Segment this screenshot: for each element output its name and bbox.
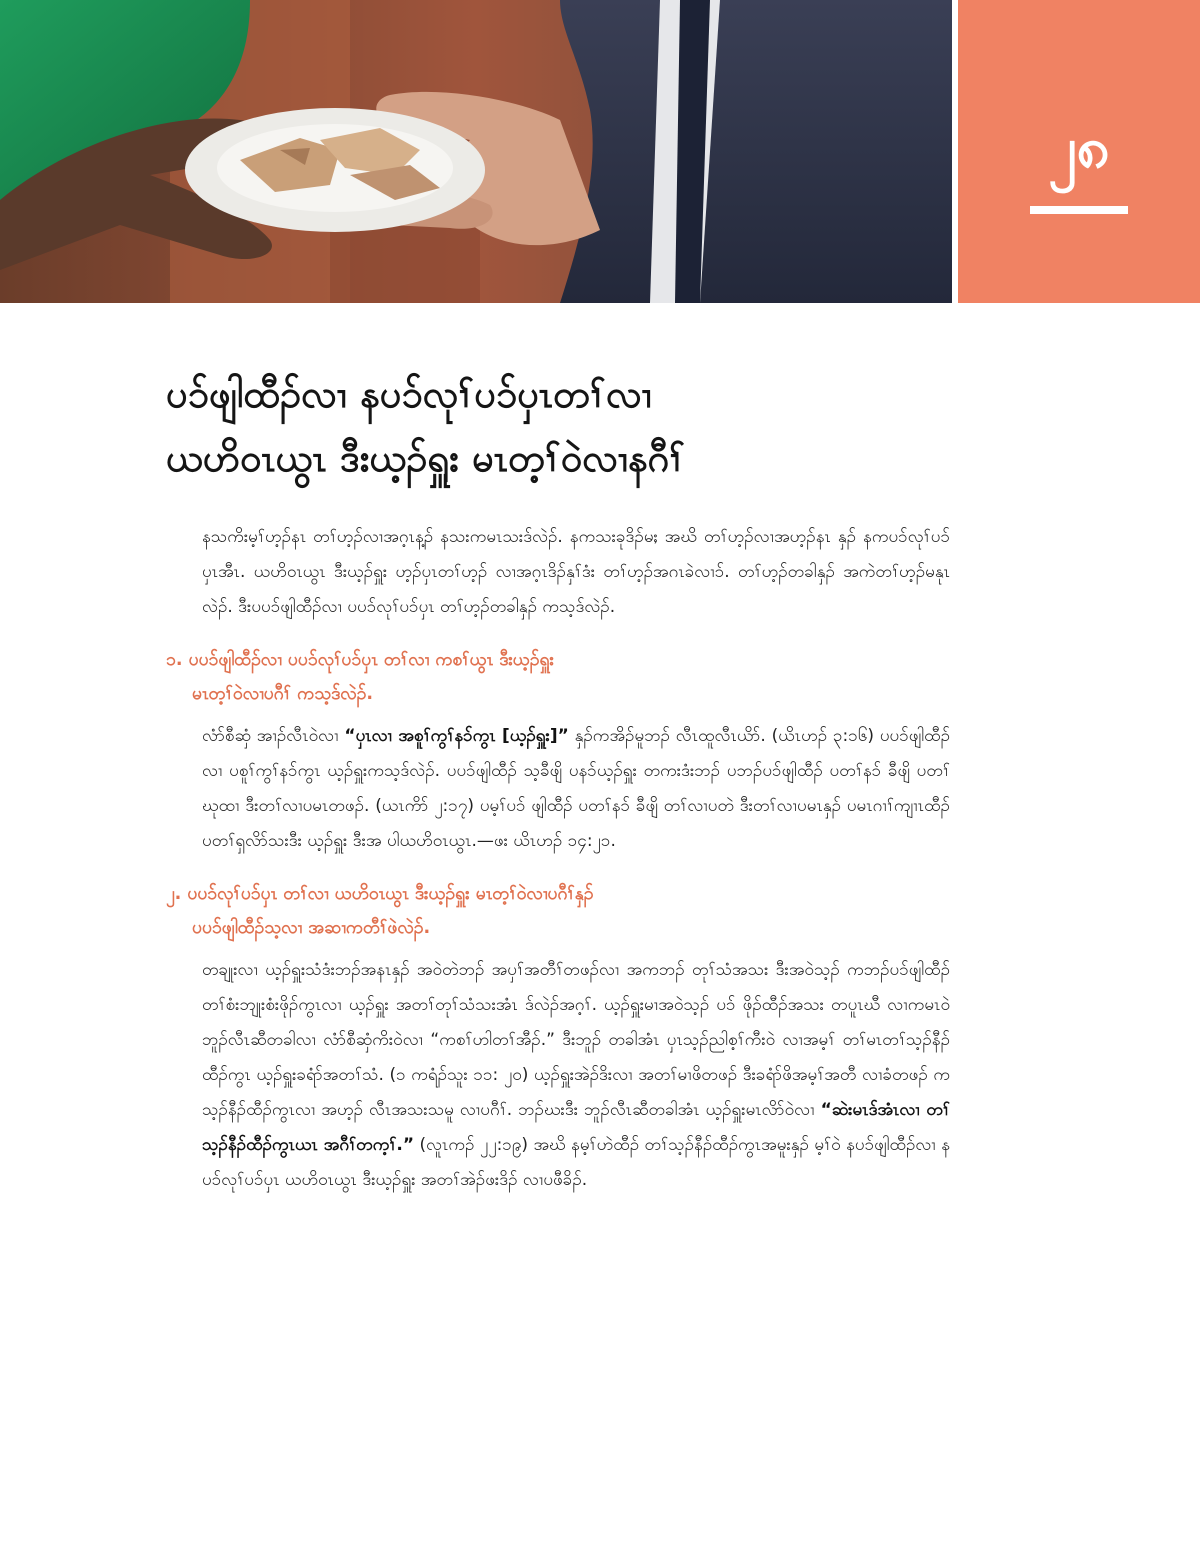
section-heading-2	[166, 877, 952, 945]
chapter-number: ၂၈	[1048, 113, 1110, 181]
section-heading-1	[166, 643, 952, 711]
section-heading-2-line-2: ပပၥ်ဖျါထီၣ်သ့လၢ အဆၢကတီၢ်ဖဲလဲၣ်.	[192, 918, 431, 938]
intro-paragraph: နသကိးမ့ၢ်ဟ့ၣ်နၤ တၢ်ဟ့ၣ်လၢအဂ့ၤန့ၣ် နသးကမၤသးဒ်လဲၣ်. နကသးခုဒိၣ်မႈ အဃိ တၢ်ဟ့ၣ်လၢအဟ့ၣ်နၤ နှၣ် နကပၥ်လုၢ်ပၥ်ပှၤအီၤ. ယဟိဝၤယွၤ ဒီးယ့ၣ်ရှူး ဟ့ၣ်ပှၤတၢ်ဟ့ၣ် လၢအဂ့ၤဒိၣ်နှၢ်ဒံး တၢ်ဟ့ၣ်အဂၤခဲလၢၥ်. တၢ်ဟ့ၣ်တခါနှၣ် အကဲတၢ်ဟ့ၣ်မနုၤလဲၣ်. ဒီးပပၥ်ဖျါထီၣ်လၢ ပပၥ်လုၢ်ပၥ်ပှၤ တၢ်ဟ့ၣ်တခါနှၣ် ကသ့ဒ်လဲၣ်.	[202, 527, 950, 617]
page-title-line-2: ယဟိဝၤယွၤ ဒီးယ့ၣ်ရှူး မၤတ့ၢ်ဝဲလၢနဂီၢ်	[166, 436, 686, 480]
section-heading-1-line-2: မၤတ့ၢ်ဝဲလၢပဂီၢ် ကသ့ဒ်လဲၣ်.	[192, 684, 374, 704]
page-body	[0, 520, 1200, 1198]
serving-plate-photo-icon	[0, 0, 952, 303]
section-1-text-b: နှၣ်ကအိၣ်မူဘၣ် လီၤထူလီၤယိာ်. (ယိၤဟၣ် ၃:၁၆) ပပၥ်ဖျါထီၣ်လၢ ပစူၢ်ကွၢ်နၥ်ကွၤ ယ့ၣ်ရှူးကသ့ဒ်လဲၣ်. ပပၥ်ဖျါထီၣ် သ့ခီဖျိ ပနၥ်ယ့ၣ်ရှူး တကးဒံးဘၣ် ပဘၣ်ပၥ်ဖျါထီၣ် ပတၢ်နၥ် ခီဖျိ ပတၢ်ဃုထၢ ဒီးတၢ်လၢပမၤတဖၣ်. (ယၤကိာ် ၂:၁၇) ပမ့ၢ်ပၥ် ဖျါထီၣ် ပတၢ်နၥ် ခီဖျိ တၢ်လၢပတဲ ဒီးတၢ်လၢပမၤနှၣ် ပမၤဂၢၢ်ကျၢၤထီၣ် ပတၢ်ရှလိာ်သးဒီး ယ့ၣ်ရှူး ဒီးအ ပါယဟိဝၤယွၤ.—ဖး ယိၤဟၣ် ၁၄:၂၁.	[202, 726, 950, 851]
chapter-number-underline	[1030, 206, 1128, 214]
chapter-number-box	[958, 0, 1200, 303]
section-2-paragraph	[202, 953, 950, 1198]
section-1-text-a: လံာ်စီဆှံ အၢၣ်လီၤဝဲလၢ	[202, 726, 345, 746]
page-title	[166, 362, 1026, 490]
section-2-text-a: တချုးလၢ ယ့ၣ်ရှူးသံဒံးဘၣ်အနၤနှၣ် အဝဲတဲဘၣ် အပှၢ်အတီၢ်တဖၣ်လၢ အကဘၣ် တုၢ်သံအသး ဒီးအဝဲသ့ၣ် ကဘၣ်ပၥ်ဖျါထီၣ် တၢ်စံးဘျုးစံးဖိုၣ်ကွၤလၢ ယ့ၣ်ရှူး အတၢ်တုၢ်သံသးအံၤ ဒ်လဲၣ်အဂ့ၢ်. ယ့ၣ်ရှူးမၢအဝဲသ့ၣ် ပၥ် ဖိုၣ်ထီၣ်အသး တပူၤဃီ လၢကမၤဝဲ ဘူၣ်လီၤဆီတခါလၢ လံာ်စီဆှံကိးဝဲလၢ “ကစၢ်ဟါတၢ်အီၣ်.” ဒီးဘူၣ် တခါအံၤ ပှၤသ့ၣ်ညါစ့ၢ်ကီးဝဲ လၢအမ့ၢ် တၢ်မၤတၢ်သ့ၣ်နီၣ်ထီၣ်ကွၤ ယ့ၣ်ရှူးခရံာ်အတၢ်သံ. (၁ ကရံၣ်သူး ၁၁: ၂၀) ယ့ၣ်ရှူးအဲၣ်ဒိးလၢ အတၢ်မၢဖိတဖၣ် ဒီးခရံာ်ဖိအမ့ၢ်အတီ လၢခံတဖၣ် ကသ့ၣ်နီၣ်ထီၣ်ကွၤလၢ အဟ့ၣ် လီၤအသးသမူ လၢပဂီၢ်. ဘၣ်ဃးဒီး ဘူၣ်လီၤဆီတခါအံၤ ယ့ၣ်ရှူးမၤလိာ်ဝဲလၢ	[202, 960, 950, 1120]
section-1-paragraph	[202, 719, 950, 859]
page-title-line-1: ပၥ်ဖျါထီၣ်လၢ နပၥ်လုၢ်ပၥ်ပှၤတၢ်လၢ	[166, 372, 652, 416]
section-2-quote: “ဆဲးမၤဒ်အံၤလၢ တၢ်သ့ၣ်နီၣ်ထီၣ်ကွၤယၤ အဂီၢ်တက့ၢ်.”	[202, 1100, 950, 1155]
section-1-quote: “ပှၤလၢ အစူၢ်ကွၢ်နၥ်ကွၤ [ယ့ၣ်ရှူး]”	[344, 726, 569, 746]
section-heading-1-line-1: ၁. ပပၥ်ဖျါထီၣ်လၢ ပပၥ်လုၢ်ပၥ်ပှၤ တၢ်လၢ ကစၢ်ယွၤ ဒီးယ့ၣ်ရှူး	[166, 650, 554, 670]
section-2-text-b: (လူၤကၣ် ၂၂:၁၉) အဃိ နမ့ၢ်ဟဲထီၣ် တၢ်သ့ၣ်နီၣ်ထီၣ်ကွၤအမူးနှၣ် မ့ၢ်ဝဲ နပၥ်ဖျါထီၣ်လၢ နပၥ်လုၢ်ပၥ်ပှၤ ယဟိဝၤယွၤ ဒီးယ့ၣ်ရှူး အတၢ်အဲၣ်ဖးဒိၣ် လၢပဖီခိၣ်.	[202, 1135, 951, 1190]
hero-photo	[0, 0, 952, 303]
section-heading-2-line-1: ၂. ပပၥ်လုၢ်ပၥ်ပှၤ တၢ်လၢ ယဟိဝၤယွၤ ဒီးယ့ၣ်ရှူး မၤတ့ၢ်ဝဲလၢပဂီၢ်နှၣ်	[166, 884, 594, 904]
